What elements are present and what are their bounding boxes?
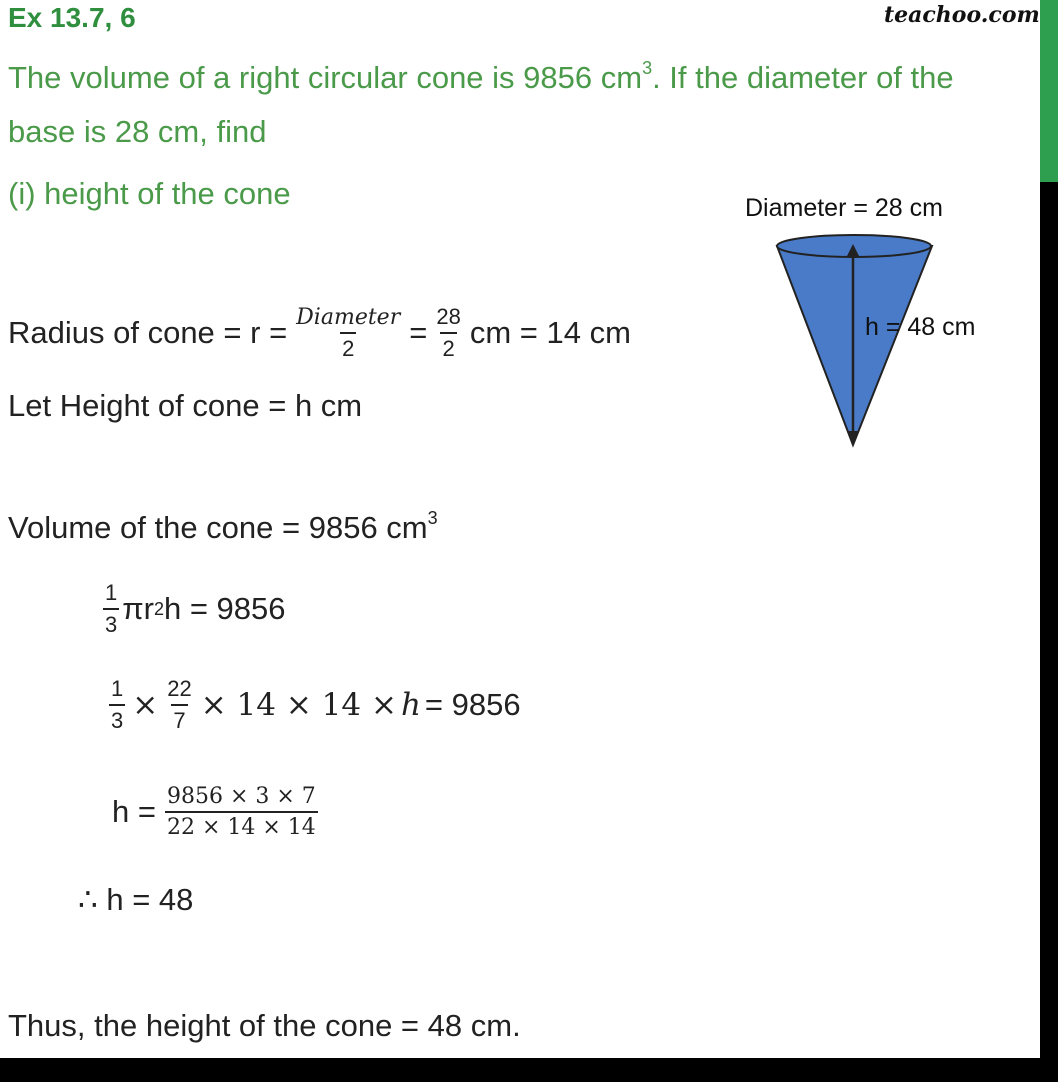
bottom-bar: [0, 1058, 1058, 1082]
cone-body: [777, 246, 932, 445]
teachoo-logo: teachoo.com: [884, 2, 1040, 28]
conclusion: Thus, the height of the cone = 48 cm.: [8, 1008, 521, 1043]
scroll-indicator: [1040, 0, 1058, 182]
question-line-2: base is 28 cm, find: [8, 114, 267, 149]
step-2: $\frac{1}{3}$ × $\frac{22}{7}$ × 14 × 14 × h = 9856: [111, 676, 521, 733]
question-line-1: The volume of a right circular cone is 9856 $cm^3$. If the diameter of the: [8, 58, 954, 95]
volume-statement: Volume of the cone = 9856 $cm^3$: [8, 508, 438, 545]
height-label: h = 48 cm: [865, 313, 976, 341]
height-arrow-bottom: [847, 431, 859, 444]
exercise-title: Ex 13.7, 6: [8, 2, 136, 33]
step-1: $\frac{1}{3}$ πr 2 h = 9856: [105, 580, 286, 637]
question-part-i: (i) height of the cone: [8, 176, 291, 211]
let-height: Let Height of cone = h cm: [8, 388, 363, 423]
therefore-line: ∴ h = 48: [78, 882, 194, 917]
radius-equation: Radius of cone = r = $\frac{\text{Diameter}}{2}$ = $\frac{28}{2}$ cm = 14 cm: [8, 304, 631, 361]
diameter-label: Diameter = 28 cm: [745, 194, 943, 222]
step-3: h = $\frac{9856 \times 3 \times 7}{22 \times 14 \times 14}$: [112, 784, 316, 840]
cone-diagram: [760, 228, 960, 458]
